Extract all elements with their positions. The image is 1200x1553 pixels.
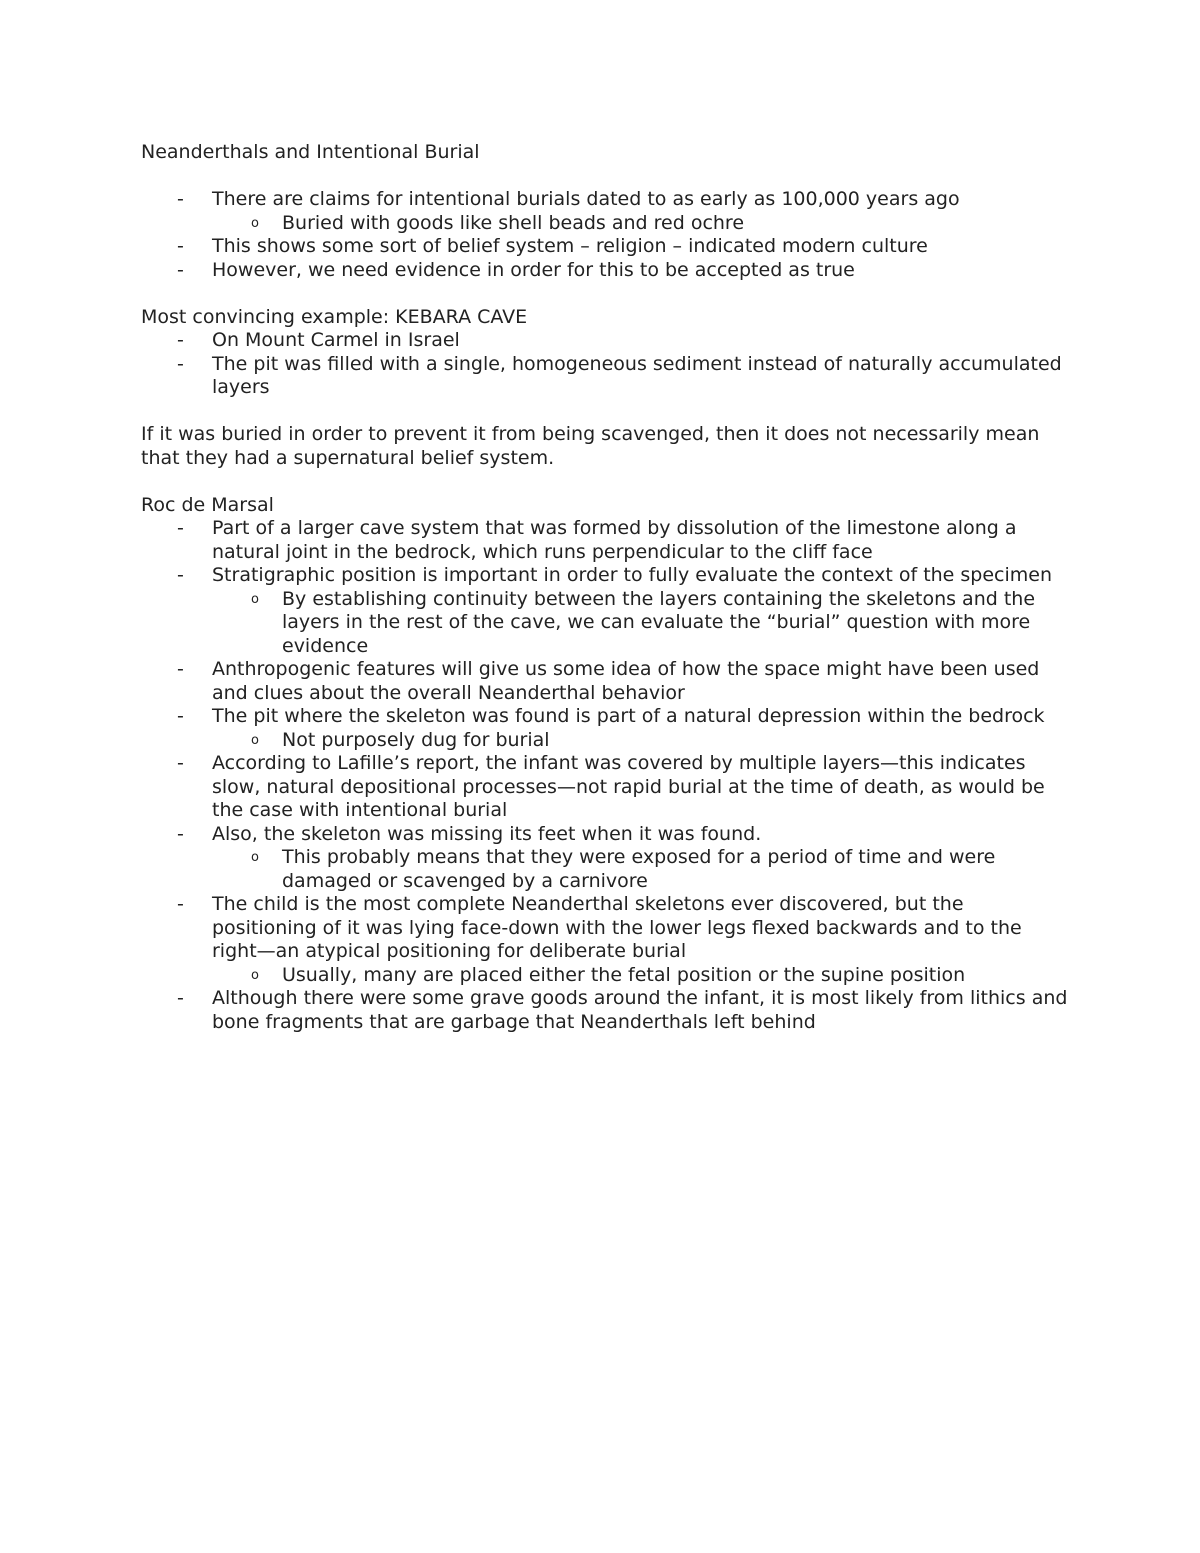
list-item-text: Stratigraphic position is important in order to fully evaluate the context of the specimen xyxy=(212,564,1053,586)
spacer xyxy=(141,282,1071,306)
section-title-intentional-burial: Neanderthals and Intentional Burial xyxy=(141,141,480,163)
list-item xyxy=(141,329,1071,353)
list-item-text: However, we need evidence in order for this to be accepted as true xyxy=(212,258,855,281)
sub-list-item xyxy=(141,588,1071,659)
dash-bullet: - xyxy=(177,564,184,586)
list-item xyxy=(141,235,1071,259)
list-item xyxy=(141,987,1071,1034)
dash-bullet: - xyxy=(177,188,184,210)
list-item xyxy=(141,893,1071,964)
circle-bullet: o xyxy=(251,850,259,865)
spacer xyxy=(141,165,1071,189)
list-item-text: There are claims for intentional burials dated to as early as 100,000 years ago xyxy=(212,188,960,210)
list-item-text: On Mount Carmel in Israel xyxy=(212,329,460,351)
dash-bullet: - xyxy=(177,893,184,915)
circle-bullet: o xyxy=(251,215,259,231)
list-item-text: Although there were some grave goods around the infant, it is most likely from lithics and bone fragments that are garbage that Neanderthals left behind xyxy=(212,987,1068,1033)
dash-bullet: - xyxy=(177,822,184,845)
list-item-text: Anthropogenic features will give us some idea of how the space might have been used and clues about the overall Neanderthal behavior xyxy=(212,658,1040,704)
list-item xyxy=(141,823,1071,847)
list-item xyxy=(141,188,1071,212)
list-item-text: Buried with goods like shell beads and red ochre xyxy=(282,211,745,234)
circle-bullet: o xyxy=(251,732,259,748)
list-item xyxy=(141,705,1071,729)
sub-list-item xyxy=(141,212,1071,236)
spacer xyxy=(141,400,1071,424)
list-item-text: Not purposely dug for burial xyxy=(282,728,550,751)
list-item xyxy=(141,752,1071,823)
dash-bullet: - xyxy=(177,517,184,539)
dash-bullet: - xyxy=(177,752,184,774)
dash-bullet: - xyxy=(177,987,184,1009)
sub-list-item xyxy=(141,846,1071,893)
list-item xyxy=(141,564,1071,588)
circle-bullet: o xyxy=(251,591,259,607)
document-page xyxy=(141,141,1071,1034)
body-paragraph: If it was buried in order to prevent it from being scavenged, then it does not necessarily mean that they had a supernatural belief system. xyxy=(141,423,1046,469)
section-title-roc-de-marsal: Roc de Marsal xyxy=(141,493,274,516)
list-item-text: Part of a larger cave system that was formed by dissolution of the limestone along a natural joint in the bedrock, which runs perpendicular to the cliff face xyxy=(212,517,1017,563)
list-item-text: Usually, many are placed either the fetal position or the supine position xyxy=(282,963,966,986)
list-item xyxy=(141,658,1071,705)
list-item-text: Also, the skeleton was missing its feet when it was found. xyxy=(212,822,762,845)
dash-bullet: - xyxy=(177,658,184,680)
list-item xyxy=(141,353,1071,400)
list-item xyxy=(141,259,1071,283)
dash-bullet: - xyxy=(177,235,184,257)
dash-bullet: - xyxy=(177,352,184,375)
dash-bullet: - xyxy=(177,258,184,281)
list-item-text: This probably means that they were exposed for a period of time and were damaged or scavenged by a carnivore xyxy=(282,846,996,892)
list-item-text: The pit was filled with a single, homogeneous sediment instead of naturally accumulated layers xyxy=(212,352,1062,398)
spacer xyxy=(141,470,1071,494)
dash-bullet: - xyxy=(177,329,184,351)
list-item-text: According to Lafille’s report, the infant was covered by multiple layers—this indicates slow, natural depositional processes—not rapid burial at the time of death, as would be the case with intentional burial xyxy=(212,752,1045,821)
sub-list-item xyxy=(141,729,1071,753)
list-item-text: The child is the most complete Neanderthal skeletons ever discovered, but the positioning of it was lying face-down with the lower legs flexed backwards and to the right—an atypical positioning for deliberate burial xyxy=(212,893,1022,962)
list-item-text: By establishing continuity between the layers containing the skeletons and the layers in the rest of the cave, we can evaluate the “burial” question with more evidence xyxy=(282,587,1036,657)
circle-bullet: o xyxy=(251,967,259,983)
list-item-text: This shows some sort of belief system – religion – indicated modern culture xyxy=(212,235,928,257)
list-item xyxy=(141,517,1071,564)
sub-list-item xyxy=(141,964,1071,988)
section-title-kebara-cave: Most convincing example: KEBARA CAVE xyxy=(141,305,528,328)
dash-bullet: - xyxy=(177,705,184,727)
list-item-text: The pit where the skeleton was found is part of a natural depression within the bedrock xyxy=(212,705,1045,727)
